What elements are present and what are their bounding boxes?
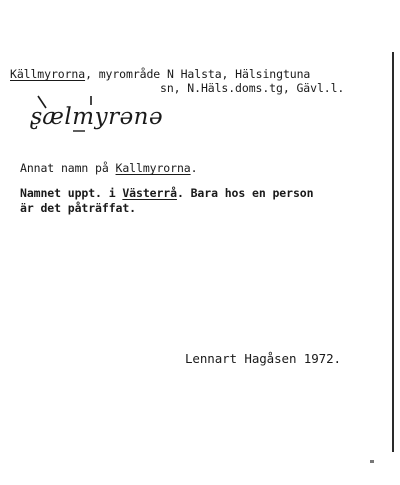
alternate-name-line [20, 161, 197, 175]
alternate-name: Kallmyrorna [115, 161, 191, 175]
phonetic-transcription [30, 92, 210, 152]
speck [370, 460, 374, 463]
alternate-name-prefix: Annat namn på [20, 161, 116, 175]
phonetic-text: ʂælmyrənə [30, 104, 164, 130]
place-description: , myrområde N Halsta, Hälsingtuna [85, 67, 311, 81]
signature: Lennart Hagåsen 1972. [185, 351, 341, 366]
place-name: Källmyrorna [10, 67, 86, 81]
note-place: Västerrå [122, 186, 177, 200]
heading-line [10, 67, 310, 81]
parish-line: sn, N.Häls.doms.tg, Gävl.l. [160, 81, 345, 95]
note-text-end: . Bara hos en person [176, 186, 314, 200]
note-line-1 [20, 186, 313, 200]
note-line-2: är det påträffat. [20, 201, 137, 215]
alternate-name-suffix: . [190, 161, 198, 175]
note-text-start: Namnet uppt. i [20, 186, 123, 200]
card-edge-line [392, 52, 394, 452]
